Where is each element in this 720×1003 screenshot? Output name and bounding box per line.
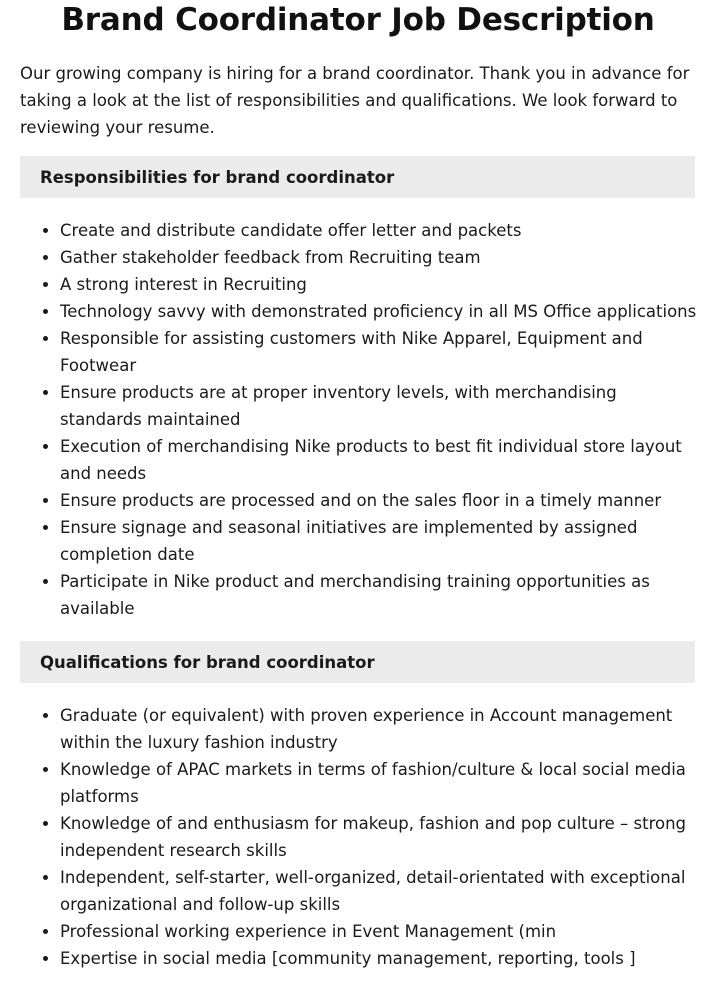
- page-title: Brand Coordinator Job Description: [61, 2, 655, 38]
- list-item: • A strong interest in Recruiting: [60, 271, 700, 298]
- responsibilities-heading: Responsibilities for brand coordinator: [20, 156, 695, 198]
- list-item: • Knowledge of APAC markets in terms of fashion/culture & local social media platforms: [60, 756, 700, 810]
- list-item: • Ensure products are at proper inventory levels, with merchandising standards maintained: [60, 379, 700, 433]
- list-item: • Responsible for assisting customers with Nike Apparel, Equipment and Footwear: [60, 325, 700, 379]
- list-item: • Expertise in social media [community management, reporting, tools ]: [60, 945, 700, 972]
- qualifications-list: [20, 702, 700, 972]
- list-item: • Participate in Nike product and merchandising training opportunities as available: [60, 568, 700, 622]
- list-item: • Ensure signage and seasonal initiatives are implemented by assigned completion date: [60, 514, 700, 568]
- responsibilities-list: [20, 217, 700, 622]
- list-item: • Knowledge of and enthusiasm for makeup, fashion and pop culture – strong independent research skills: [60, 810, 700, 864]
- list-item: • Technology savvy with demonstrated proficiency in all MS Office applications: [60, 298, 700, 325]
- intro-paragraph: Our growing company is hiring for a brand coordinator. Thank you in advance for taking a look at the list of responsibilities and qualifications. We look forward to reviewing your resume.: [20, 64, 690, 137]
- list-item: • Create and distribute candidate offer letter and packets: [60, 217, 700, 244]
- list-item: • Execution of merchandising Nike products to best fit individual store layout and needs: [60, 433, 700, 487]
- list-item: • Graduate (or equivalent) with proven experience in Account management within the luxury fashion industry: [60, 702, 700, 756]
- list-item: • Ensure products are processed and on the sales floor in a timely manner: [60, 487, 700, 514]
- list-item: • Gather stakeholder feedback from Recruiting team: [60, 244, 700, 271]
- list-item: • Professional working experience in Event Management (min: [60, 918, 700, 945]
- qualifications-heading: Qualifications for brand coordinator: [20, 641, 695, 683]
- list-item: • Independent, self-starter, well-organized, detail-orientated with exceptional organizational and follow-up skills: [60, 864, 700, 918]
